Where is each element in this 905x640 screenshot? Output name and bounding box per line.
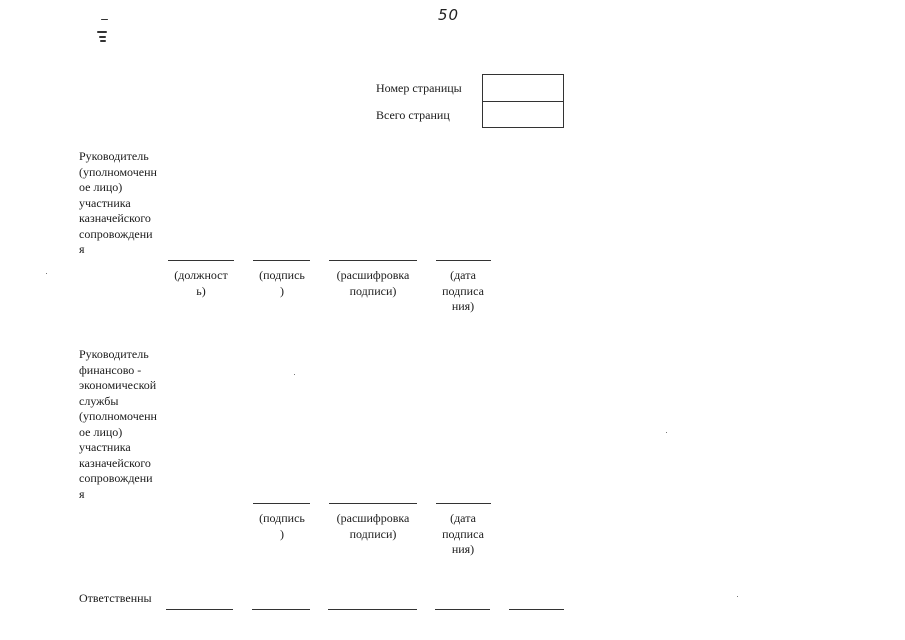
head-date-line (436, 260, 491, 261)
page-count-box (482, 74, 564, 128)
label-line: сопровождени (79, 226, 153, 241)
finance-date-line (436, 503, 491, 504)
label-line: (уполномоченн (79, 164, 157, 179)
label-line: Руководитель (79, 149, 149, 163)
scan-dust (46, 273, 47, 274)
label-line: казначейского (79, 211, 151, 225)
scan-speck (101, 19, 108, 20)
head-date-caption: (дата подписа ния) (442, 268, 484, 313)
responsible-date-line (435, 609, 490, 610)
label-line: службы (79, 393, 119, 408)
label-line: я (79, 486, 85, 501)
scan-speck (100, 40, 106, 42)
label-line: (уполномоченн (79, 409, 157, 423)
scan-speck (97, 31, 107, 33)
label-line: финансово - (79, 362, 142, 377)
label-line: сопровождени (79, 471, 153, 485)
scan-dust (666, 432, 667, 433)
label-line: казначейского (79, 455, 151, 470)
finance-decoding-caption: (расшифровка подписи) (336, 511, 410, 541)
label-line: ое лицо) (79, 424, 123, 439)
total-pages-label: Всего страниц (376, 108, 450, 122)
finance-signature-line (253, 503, 310, 504)
head-position-caption: (должност ь) (174, 268, 228, 298)
finance-signature-caption: (подпись ) (259, 511, 305, 541)
scan-dust (737, 596, 738, 597)
head-decoding-caption: (расшифровка подписи) (336, 268, 410, 298)
responsible-position-line (166, 609, 233, 610)
head-signature-caption: (подпись ) (259, 268, 305, 298)
responsible-signature-line (252, 609, 310, 610)
page-count-box-divider (483, 101, 563, 102)
finance-date-caption: (дата подписа ния) (442, 511, 484, 556)
finance-decoding-line (329, 503, 417, 504)
label-line: Руководитель (79, 347, 149, 361)
label-line: участника (79, 195, 131, 210)
head-signature-line (253, 260, 310, 261)
scan-dust (294, 374, 295, 375)
finance-signatory-label (79, 347, 169, 502)
label-line: экономической (79, 378, 157, 392)
page-number-mark: 50 (438, 6, 460, 24)
head-signatory-label (79, 149, 169, 258)
responsible-label: Ответственны (79, 591, 152, 605)
head-position-line (168, 260, 234, 261)
responsible-phone-line (509, 609, 564, 610)
page-number-label: Номер страницы (376, 81, 462, 95)
label-line: я (79, 242, 85, 256)
scan-speck (99, 36, 106, 38)
label-line: ое лицо) (79, 180, 123, 194)
head-decoding-line (329, 260, 417, 261)
label-line: участника (79, 440, 131, 454)
responsible-decoding-line (328, 609, 417, 610)
